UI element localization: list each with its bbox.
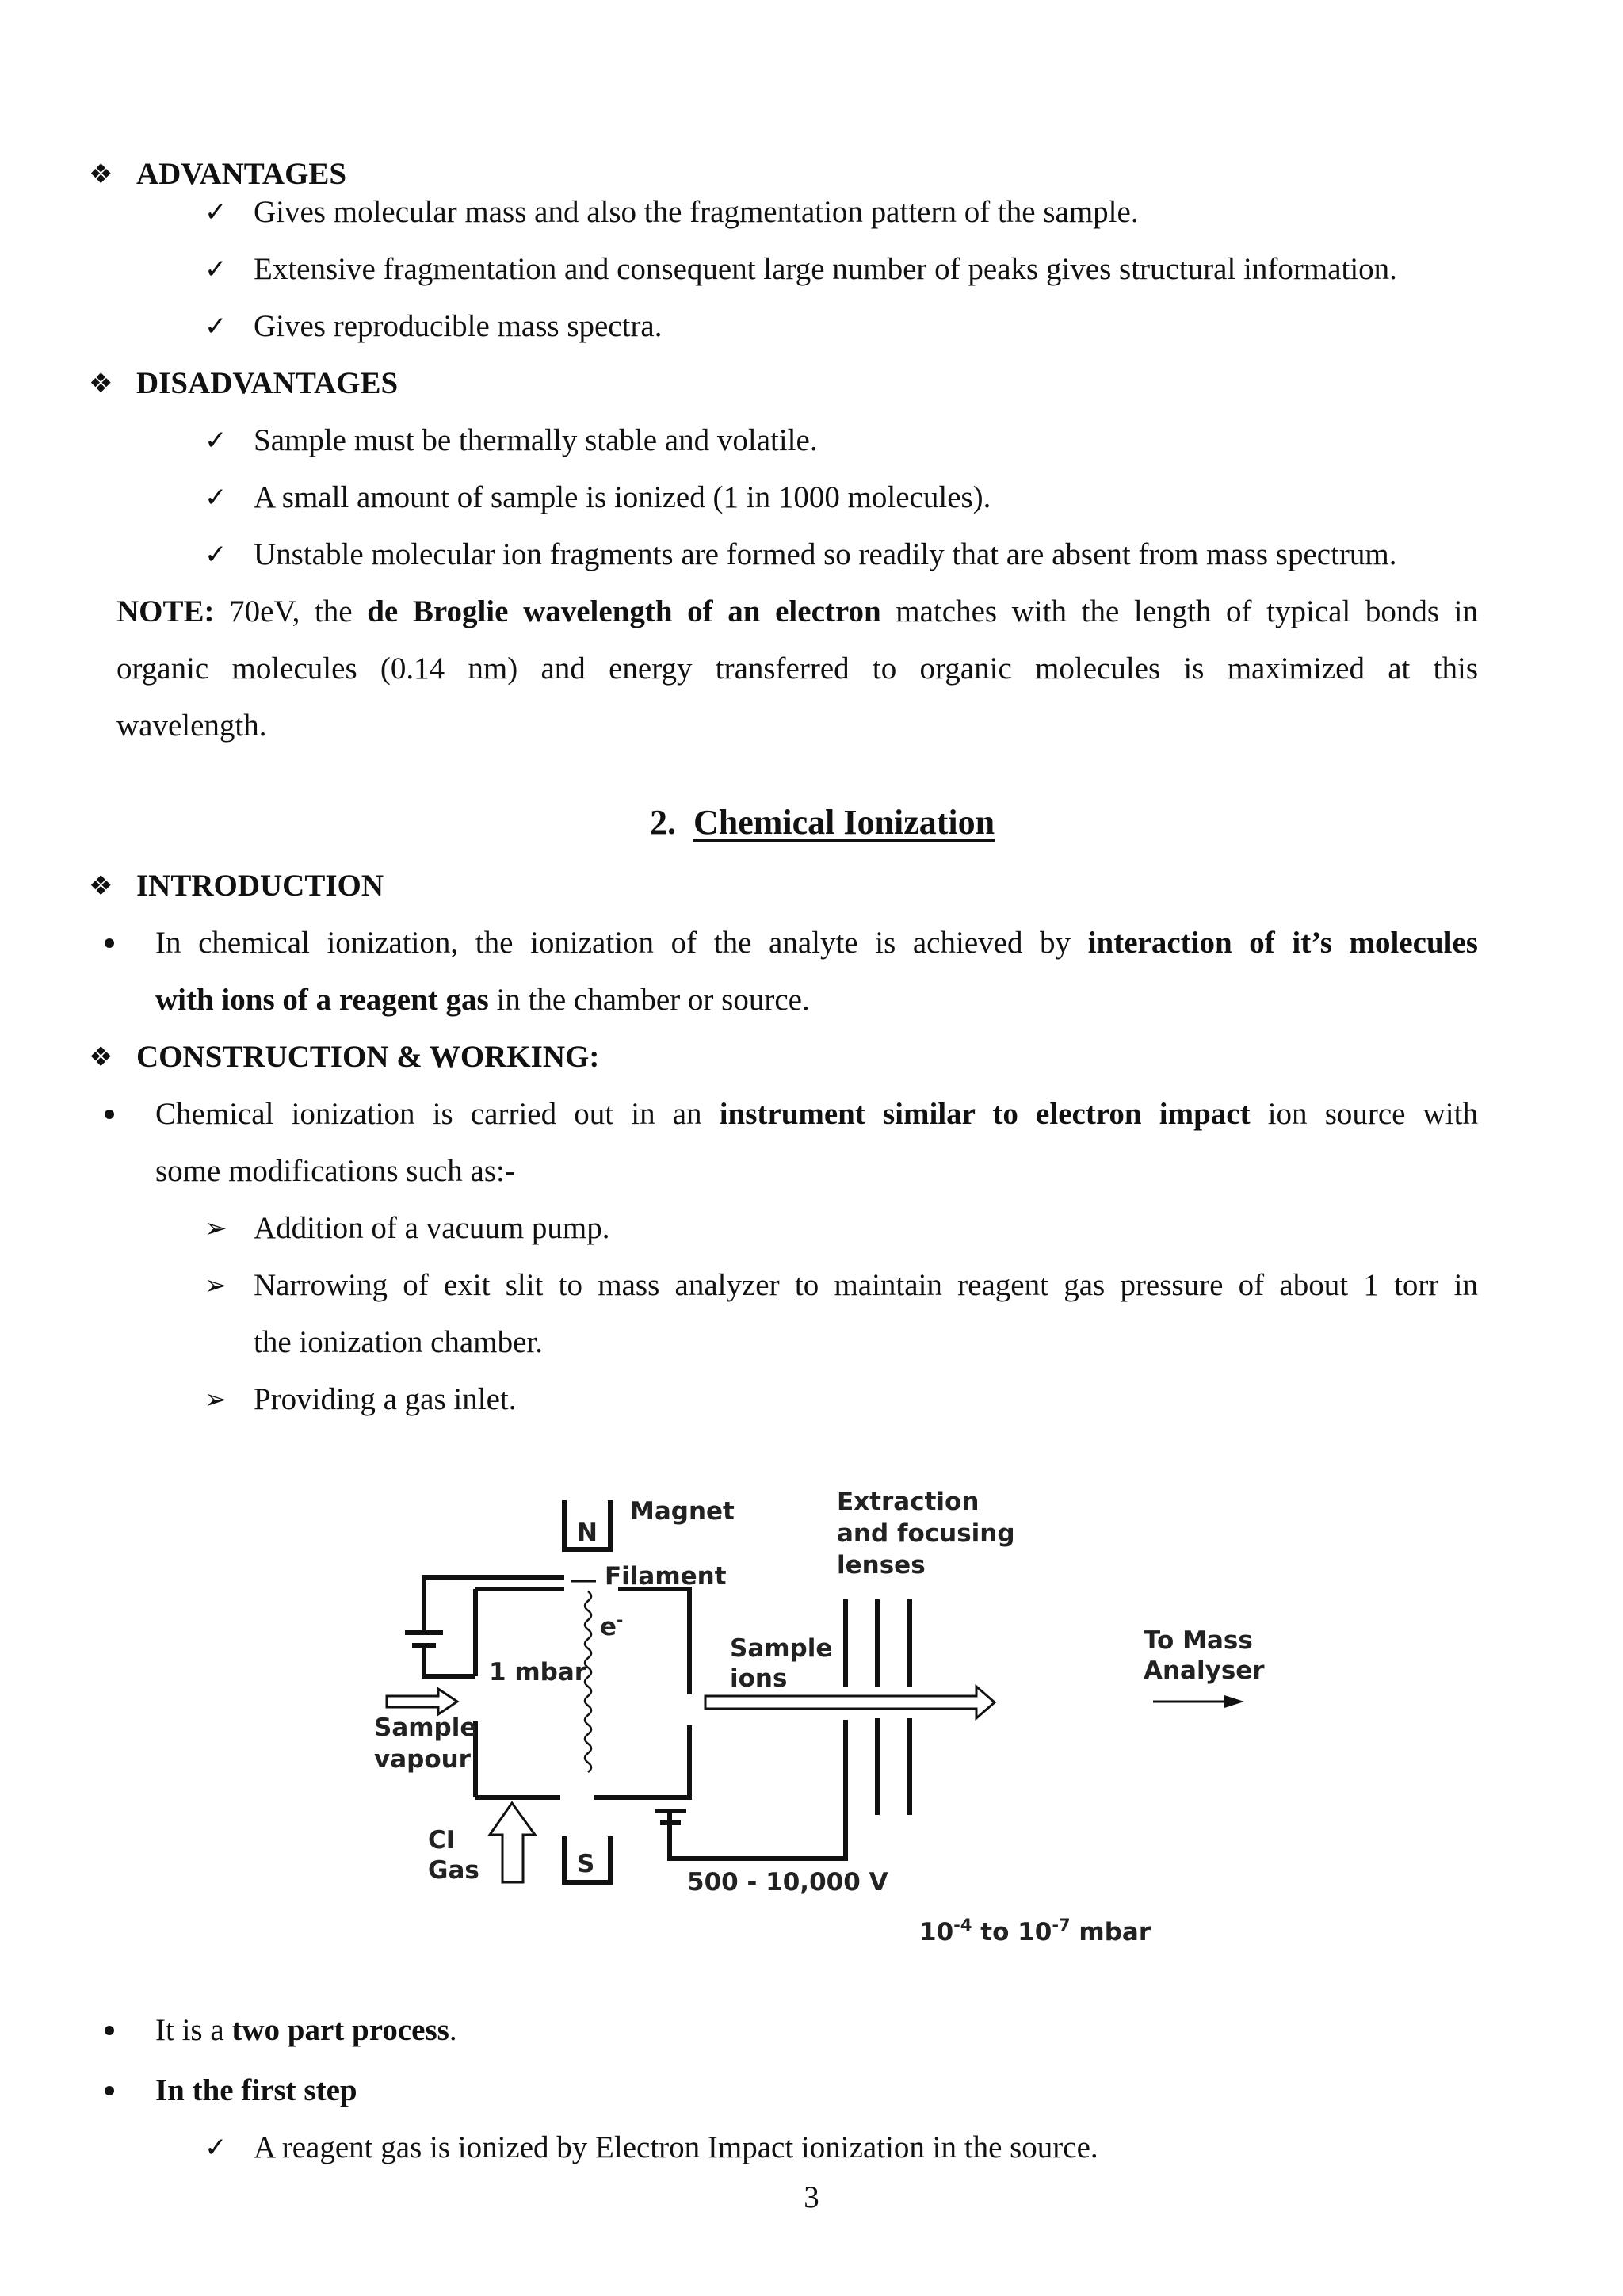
sample-vapour-label: vapour <box>374 1745 471 1774</box>
vacuum-label: $10^{-4}$ to $10^{-7}$ mbar <box>919 1916 1151 1946</box>
magnet-south-label: S <box>577 1850 595 1878</box>
bullet-icon <box>105 2086 114 2095</box>
first-step-item: A reagent gas is ionized by Electron Impact ionization in the source. <box>254 2130 1098 2164</box>
circuit-right-wire <box>670 1736 846 1859</box>
modification-item: Narrowing of exit slit to mass analyzer to maintain reagent gas pressure of about 1 torr in <box>254 1268 1478 1302</box>
section-title <box>650 800 995 845</box>
section-number: 2. <box>650 803 676 842</box>
chamber-bottom-wall-right <box>594 1725 689 1797</box>
section-title-text: Chemical Ionization <box>693 803 995 842</box>
ci-gas-label: Gas <box>428 1856 479 1885</box>
diamond-bullet-icon: ❖ <box>89 368 113 399</box>
arrow-bullet-icon: ➢ <box>204 1384 227 1415</box>
note-line-2: organic molecules (0.14 nm) and energy transferred to organic molecules is maximized at this <box>116 651 1478 686</box>
sample-vapour-label: Sample <box>374 1713 477 1742</box>
disadvantages-heading: DISADVANTAGES <box>136 366 399 400</box>
note-line-1: NOTE: 70eV, the de Broglie wavelength of an electron matches with the length of typical bonds in <box>116 594 1479 628</box>
sample-ions-label: Sample <box>730 1634 833 1663</box>
advantage-item: Extensive fragmentation and consequent large number of peaks gives structural information. <box>254 252 1397 286</box>
disadvantage-item: Unstable molecular ion fragments are formed so readily that are absent from mass spectrum. <box>254 537 1397 571</box>
bullet-icon <box>105 1110 114 1119</box>
lenses-label: lenses <box>837 1551 926 1580</box>
modification-item: Addition of a vacuum pump. <box>254 1211 610 1245</box>
check-icon: ✓ <box>204 482 227 514</box>
electron-label: e- <box>600 1610 624 1641</box>
process-line: It is a two part process. <box>155 2013 457 2047</box>
arrow-bullet-icon: ➢ <box>204 1213 227 1244</box>
bullet-icon <box>105 2026 114 2035</box>
bullet-icon <box>105 938 114 948</box>
note-label: NOTE: <box>116 594 215 628</box>
check-icon: ✓ <box>204 254 227 285</box>
check-icon: ✓ <box>204 425 227 457</box>
construction-line-2: some modifications such as:- <box>155 1154 515 1188</box>
to-analyser-arrowhead <box>1224 1695 1244 1708</box>
sample-vapour-arrow <box>387 1689 457 1714</box>
magnet-label: Magnet <box>630 1497 735 1526</box>
arrow-bullet-icon: ➢ <box>204 1270 227 1301</box>
advantages-heading: ADVANTAGES <box>136 157 347 191</box>
lenses-label: Extraction <box>837 1488 980 1516</box>
check-icon: ✓ <box>204 2132 227 2164</box>
disadvantage-item: A small amount of sample is ionized (1 in 1000 molecules). <box>254 480 991 514</box>
note-emphasis: de Broglie wavelength of an electron <box>367 594 881 628</box>
page-number: 3 <box>804 2180 819 2214</box>
magnet-north-label: N <box>577 1519 598 1547</box>
introduction-heading: INTRODUCTION <box>136 869 384 903</box>
modification-item: Providing a gas inlet. <box>254 1382 517 1416</box>
lenses-label: and focusing <box>837 1519 1015 1548</box>
voltage-label: 500 - 10,000 V <box>687 1868 888 1897</box>
circuit-left-wire <box>424 1645 475 1676</box>
pressure-label: 1 mbar <box>489 1658 587 1687</box>
disadvantage-item: Sample must be thermally stable and volatile. <box>254 423 818 457</box>
check-icon: ✓ <box>204 539 227 571</box>
to-mass-label: To Mass <box>1144 1626 1253 1655</box>
diamond-bullet-icon: ❖ <box>89 870 113 902</box>
first-step-heading: In the first step <box>155 2073 357 2107</box>
introduction-line-1: In chemical ionization, the ionization of the analyte is achieved by interaction of it’s molecules <box>155 926 1478 960</box>
advantage-item: Gives reproducible mass spectra. <box>254 309 663 343</box>
construction-line-1: Chemical ionization is carried out in an instrument similar to electron impact ion source with <box>155 1097 1478 1131</box>
chemical-ionization-diagram <box>361 1470 1268 1946</box>
diamond-bullet-icon: ❖ <box>89 159 113 190</box>
diamond-bullet-icon: ❖ <box>89 1041 113 1073</box>
introduction-line-2: with ions of a reagent gas in the chamber or source. <box>155 983 810 1017</box>
ci-gas-label: CI <box>428 1826 456 1855</box>
modification-item-continued: the ionization chamber. <box>254 1325 543 1359</box>
check-icon: ✓ <box>204 311 227 342</box>
check-icon: ✓ <box>204 197 227 228</box>
sample-ions-label: ions <box>730 1664 788 1693</box>
circuit-top-wire <box>424 1577 564 1633</box>
to-mass-label: Analyser <box>1144 1656 1265 1685</box>
ci-gas-arrow <box>490 1803 535 1882</box>
note-line-3: wavelength. <box>116 709 267 743</box>
construction-heading: CONSTRUCTION & WORKING: <box>136 1040 600 1074</box>
filament-label: Filament <box>605 1562 727 1591</box>
advantage-item: Gives molecular mass and also the fragmentation pattern of the sample. <box>254 195 1139 229</box>
